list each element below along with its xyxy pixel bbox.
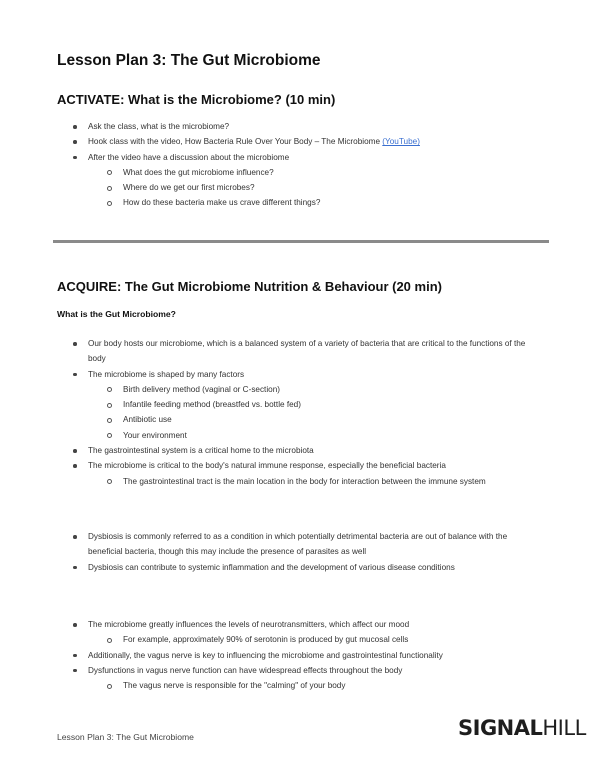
list-item: Dysbiosis can contribute to systemic inflammation and the development of various disease conditions <box>0 560 543 575</box>
sub-list-item: Antibiotic use <box>0 412 543 427</box>
sub-list-item: Infantile feeding method (breastfed vs. bottle fed) <box>0 397 543 412</box>
list-item: Our body hosts our microbiome, which is a balanced system of a variety of bacteria that are critical to the functions of the body <box>0 336 543 367</box>
sub-list-item: How do these bacteria make us crave different things? <box>0 195 543 210</box>
acquire-list-2 <box>0 529 600 575</box>
list-item: Dysfunctions in vagus nerve function can have widespread effects throughout the body <box>0 663 543 678</box>
list-item: The gastrointestinal system is a critical home to the microbiota <box>0 443 543 458</box>
sub-list-item: The vagus nerve is responsible for the "calming" of your body <box>0 678 543 693</box>
footer-text: Lesson Plan 3: The Gut Microbiome <box>57 732 194 742</box>
acquire-list-1 <box>0 336 600 489</box>
activate-list <box>0 119 600 211</box>
sub-list-item: Birth delivery method (vaginal or C-section) <box>0 382 543 397</box>
list-item: The microbiome greatly influences the levels of neurotransmitters, which affect our mood <box>0 617 543 632</box>
list-item: Hook class with the video, How Bacteria Rule Over Your Body – The Microbiome (YouTube) <box>0 134 543 149</box>
sub-list-item: What does the gut microbiome influence? <box>0 165 543 180</box>
acquire-list-3 <box>0 617 600 693</box>
sub-list-item: Where do we get our first microbes? <box>0 180 543 195</box>
page-title: Lesson Plan 3: The Gut Microbiome <box>57 52 321 69</box>
section-divider <box>53 240 549 243</box>
sub-list-item: For example, approximately 90% of serotonin is produced by gut mucosal cells <box>0 632 543 647</box>
list-item: Dysbiosis is commonly referred to as a condition in which potentially detrimental bacteria are out of balance with the beneficial bacteria, though this may include the presence of parasites as well <box>0 529 543 560</box>
acquire-subheading: What is the Gut Microbiome? <box>57 309 176 319</box>
sub-list-item: The gastrointestinal tract is the main location in the body for interaction between the immune system <box>0 474 543 489</box>
acquire-heading: ACQUIRE: The Gut Microbiome Nutrition & Behaviour (20 min) <box>57 279 442 294</box>
youtube-link[interactable]: (YouTube) <box>382 137 420 147</box>
activate-heading: ACTIVATE: What is the Microbiome? (10 min) <box>57 92 336 107</box>
list-item: The microbiome is critical to the body's natural immune response, especially the beneficial bacteria <box>0 458 543 473</box>
list-item: After the video have a discussion about the microbiome <box>0 150 543 165</box>
list-item: Additionally, the vagus nerve is key to influencing the microbiome and gastrointestinal functionality <box>0 648 543 663</box>
list-item: The microbiome is shaped by many factors <box>0 367 543 382</box>
list-item: Ask the class, what is the microbiome? <box>0 119 543 134</box>
signal-hill-logo: SIGNALHILL <box>458 716 586 740</box>
sub-list-item: Your environment <box>0 428 543 443</box>
